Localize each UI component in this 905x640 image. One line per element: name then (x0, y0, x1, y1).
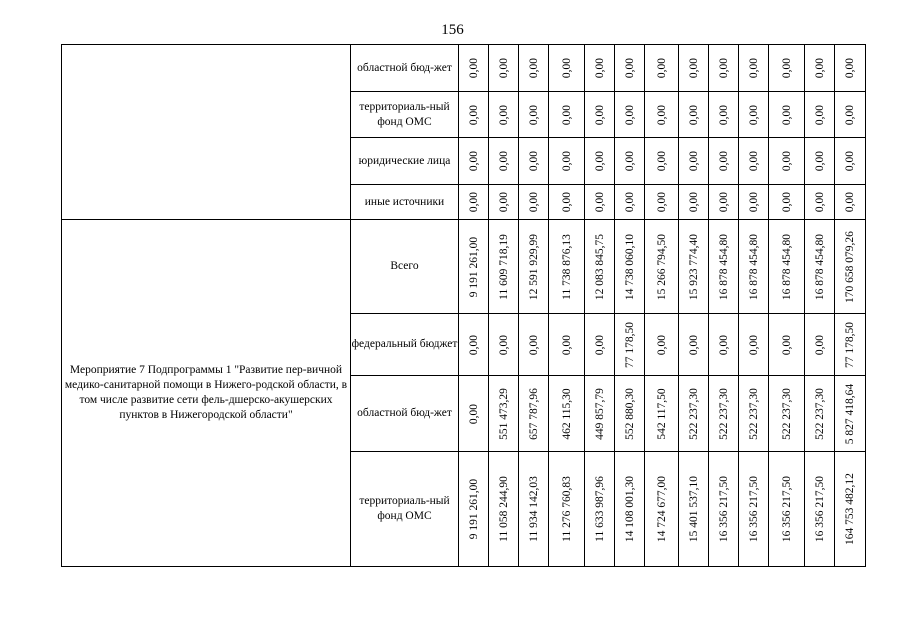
value-text: 552 880,30 (623, 387, 636, 440)
value-text: 0,00 (813, 334, 826, 355)
value-text: 16 878 454,80 (813, 233, 826, 300)
value-cell (835, 138, 866, 185)
value-text: 0,00 (717, 57, 730, 79)
value-text: 0,00 (497, 104, 510, 125)
value-text: 5 827 418,64 (844, 383, 856, 444)
value-cell (679, 220, 709, 314)
value-cell (739, 376, 769, 452)
value-text: 12 083 845,75 (593, 233, 606, 300)
value-cell (549, 452, 585, 567)
value-cell (769, 45, 805, 92)
value-cell (585, 376, 615, 452)
funding-source: областной бюд-жет (351, 376, 459, 452)
value-text: 14 738 060,10 (623, 233, 636, 300)
value-cell (549, 45, 585, 92)
value-text: 12 591 929,99 (527, 233, 540, 300)
value-cell (519, 220, 549, 314)
value-text: 0,00 (747, 104, 760, 125)
value-text: 11 633 987,96 (593, 476, 606, 542)
value-cell (615, 138, 645, 185)
value-cell (835, 45, 866, 92)
value-text: 0,00 (655, 191, 668, 213)
value-cell (645, 138, 679, 185)
value-text: 0,00 (813, 191, 826, 213)
value-cell (549, 314, 585, 376)
value-text: 522 237,30 (780, 387, 793, 440)
value-text: 0,00 (467, 104, 480, 125)
value-cell (519, 314, 549, 376)
value-text: 77 178,50 (844, 321, 856, 368)
value-cell (549, 185, 585, 220)
value-cell (805, 314, 835, 376)
value-text: 542 117,50 (655, 387, 668, 440)
value-text: 0,00 (623, 104, 636, 125)
budget-table (61, 44, 866, 567)
value-cell (459, 452, 489, 567)
value-text: 522 237,30 (717, 387, 730, 440)
value-cell (489, 45, 519, 92)
value-text: 0,00 (593, 191, 606, 213)
value-text: 0,00 (623, 57, 636, 79)
value-cell (709, 376, 739, 452)
value-cell (585, 314, 615, 376)
value-cell (769, 452, 805, 567)
value-text: 0,00 (467, 191, 480, 213)
value-text: 15 923 774,40 (687, 233, 700, 300)
value-text: 0,00 (467, 57, 480, 79)
value-text: 522 237,30 (687, 387, 700, 440)
value-cell (805, 452, 835, 567)
value-cell (835, 452, 866, 567)
value-text: 522 237,30 (813, 387, 826, 440)
value-text: 0,00 (780, 150, 793, 172)
value-text: 11 934 142,03 (527, 476, 540, 542)
value-cell (679, 92, 709, 138)
value-cell (679, 376, 709, 452)
activity-description (62, 45, 351, 220)
value-cell (679, 452, 709, 567)
value-cell (645, 452, 679, 567)
value-cell (585, 45, 615, 92)
value-text: 0,00 (593, 150, 606, 172)
value-text: 0,00 (560, 191, 573, 213)
value-cell (519, 452, 549, 567)
value-text: 0,00 (844, 191, 856, 213)
value-cell (585, 92, 615, 138)
value-cell (615, 376, 645, 452)
value-text: 0,00 (687, 150, 700, 172)
value-text: 9 191 261,00 (467, 478, 480, 540)
value-cell (519, 185, 549, 220)
value-text: 11 058 244,90 (497, 476, 510, 542)
value-cell (459, 220, 489, 314)
value-text: 0,00 (844, 104, 856, 125)
value-cell (519, 376, 549, 452)
value-cell (645, 185, 679, 220)
value-text: 0,00 (687, 334, 700, 355)
value-cell (709, 138, 739, 185)
value-text: 0,00 (467, 403, 480, 424)
value-cell (549, 376, 585, 452)
value-cell (769, 314, 805, 376)
value-text: 0,00 (747, 191, 760, 213)
value-cell (835, 314, 866, 376)
value-text: 0,00 (844, 57, 856, 79)
value-text: 0,00 (687, 191, 700, 213)
funding-source: иные источники (351, 185, 459, 220)
value-text: 462 115,30 (560, 387, 573, 440)
value-cell (769, 138, 805, 185)
value-cell (645, 92, 679, 138)
value-cell (805, 45, 835, 92)
value-cell (769, 92, 805, 138)
value-text: 11 609 718,19 (497, 233, 510, 300)
value-cell (679, 314, 709, 376)
value-cell (739, 92, 769, 138)
value-text: 0,00 (844, 150, 856, 172)
value-text: 0,00 (497, 150, 510, 172)
value-text: 0,00 (527, 57, 540, 79)
value-cell (489, 92, 519, 138)
value-text: 0,00 (527, 104, 540, 125)
value-cell (739, 452, 769, 567)
value-cell (835, 376, 866, 452)
value-cell (709, 220, 739, 314)
value-text: 0,00 (623, 191, 636, 213)
value-text: 0,00 (497, 191, 510, 213)
value-text: 0,00 (780, 191, 793, 213)
value-cell (519, 45, 549, 92)
value-text: 0,00 (527, 191, 540, 213)
value-text: 0,00 (780, 57, 793, 79)
value-cell (459, 314, 489, 376)
value-cell (489, 220, 519, 314)
value-cell (645, 314, 679, 376)
value-cell (805, 220, 835, 314)
value-cell (615, 185, 645, 220)
value-cell (615, 92, 645, 138)
value-text: 9 191 261,00 (467, 236, 480, 297)
value-text: 0,00 (527, 334, 540, 355)
value-cell (459, 92, 489, 138)
value-cell (805, 185, 835, 220)
value-text: 0,00 (655, 150, 668, 172)
value-text: 164 753 482,12 (844, 473, 856, 545)
value-cell (459, 138, 489, 185)
value-cell (615, 220, 645, 314)
funding-source: территориаль-ный фонд ОМС (351, 452, 459, 567)
value-text: 77 178,50 (623, 321, 636, 368)
value-text: 15 266 794,50 (655, 233, 668, 300)
value-cell (709, 314, 739, 376)
value-cell (549, 220, 585, 314)
funding-source: территориаль-ный фонд ОМС (351, 92, 459, 138)
value-cell (769, 185, 805, 220)
value-text: 16 356 217,50 (717, 475, 730, 543)
value-text: 0,00 (467, 150, 480, 172)
value-cell (459, 185, 489, 220)
value-cell (549, 92, 585, 138)
value-text: 0,00 (780, 104, 793, 125)
value-cell (585, 138, 615, 185)
value-text: 14 724 677,00 (655, 475, 668, 543)
value-text: 0,00 (717, 191, 730, 213)
value-text: 551 473,29 (497, 387, 510, 440)
value-cell (805, 92, 835, 138)
table-row (62, 220, 866, 314)
value-cell (615, 452, 645, 567)
value-cell (585, 452, 615, 567)
value-text: 0,00 (687, 57, 700, 79)
value-text: 0,00 (717, 150, 730, 172)
value-text: 11 738 876,13 (560, 233, 573, 300)
value-cell (489, 185, 519, 220)
value-text: 11 276 760,83 (560, 476, 573, 542)
value-cell (645, 376, 679, 452)
value-text: 0,00 (623, 150, 636, 172)
value-cell (585, 185, 615, 220)
value-cell (835, 185, 866, 220)
value-cell (615, 45, 645, 92)
value-text: 0,00 (813, 150, 826, 172)
value-text: 0,00 (687, 104, 700, 125)
value-cell (805, 138, 835, 185)
value-cell (709, 185, 739, 220)
page-number: 156 (441, 22, 464, 38)
value-text: 657 787,96 (527, 387, 540, 440)
value-text: 0,00 (560, 334, 573, 355)
value-text: 0,00 (497, 57, 510, 79)
value-cell (709, 45, 739, 92)
value-text: 0,00 (655, 104, 668, 125)
value-text: 16 356 217,50 (813, 475, 826, 543)
funding-source: областной бюд-жет (351, 45, 459, 92)
value-cell (615, 314, 645, 376)
value-cell (769, 220, 805, 314)
value-text: 16 878 454,80 (747, 233, 760, 300)
value-text: 14 108 001,30 (623, 475, 636, 543)
value-text: 0,00 (813, 57, 826, 79)
table-row (62, 45, 866, 92)
activity-description: Мероприятие 7 Подпрограммы 1 "Развитие пер-вичной медико-санитарной помощи в Нижего-родской области, в том числе развитие сети фель-дшерско-акушерских пунктов в Нижегородской области" (62, 220, 351, 567)
funding-source: юридические лица (351, 138, 459, 185)
value-cell (679, 45, 709, 92)
value-text: 0,00 (747, 334, 760, 355)
value-cell (489, 314, 519, 376)
value-cell (739, 138, 769, 185)
value-cell (739, 220, 769, 314)
value-cell (645, 45, 679, 92)
value-cell (739, 185, 769, 220)
value-cell (459, 45, 489, 92)
value-cell (679, 185, 709, 220)
value-text: 0,00 (655, 334, 668, 355)
value-text: 0,00 (655, 57, 668, 79)
value-text: 0,00 (593, 104, 606, 125)
value-text: 0,00 (560, 104, 573, 125)
value-cell (489, 376, 519, 452)
value-cell (769, 376, 805, 452)
value-text: 0,00 (527, 150, 540, 172)
value-text: 16 878 454,80 (780, 233, 793, 300)
value-cell (679, 138, 709, 185)
value-text: 0,00 (560, 57, 573, 79)
value-text: 16 356 217,50 (780, 475, 793, 543)
value-text: 0,00 (593, 334, 606, 355)
value-text: 0,00 (497, 334, 510, 355)
value-cell (835, 92, 866, 138)
funding-source: федеральный бюджет (351, 314, 459, 376)
value-cell (835, 220, 866, 314)
value-cell (739, 45, 769, 92)
value-text: 0,00 (717, 334, 730, 355)
value-cell (805, 376, 835, 452)
value-text: 0,00 (747, 150, 760, 172)
value-text: 0,00 (747, 57, 760, 79)
value-cell (519, 92, 549, 138)
value-text: 0,00 (467, 334, 480, 355)
value-text: 170 658 079,26 (844, 230, 856, 303)
value-text: 0,00 (780, 334, 793, 355)
value-text: 16 356 217,50 (747, 475, 760, 543)
value-cell (519, 138, 549, 185)
value-text: 16 878 454,80 (717, 233, 730, 300)
value-text: 0,00 (813, 104, 826, 125)
value-cell (549, 138, 585, 185)
value-text: 522 237,30 (747, 387, 760, 440)
value-text: 0,00 (593, 57, 606, 79)
value-cell (585, 220, 615, 314)
value-text: 0,00 (717, 104, 730, 125)
value-text: 0,00 (560, 150, 573, 172)
value-cell (489, 452, 519, 567)
value-cell (739, 314, 769, 376)
value-cell (459, 376, 489, 452)
value-cell (709, 452, 739, 567)
value-text: 449 857,79 (593, 387, 606, 440)
funding-source: Всего (351, 220, 459, 314)
value-cell (709, 92, 739, 138)
value-cell (645, 220, 679, 314)
value-cell (489, 138, 519, 185)
value-text: 15 401 537,10 (687, 475, 700, 543)
